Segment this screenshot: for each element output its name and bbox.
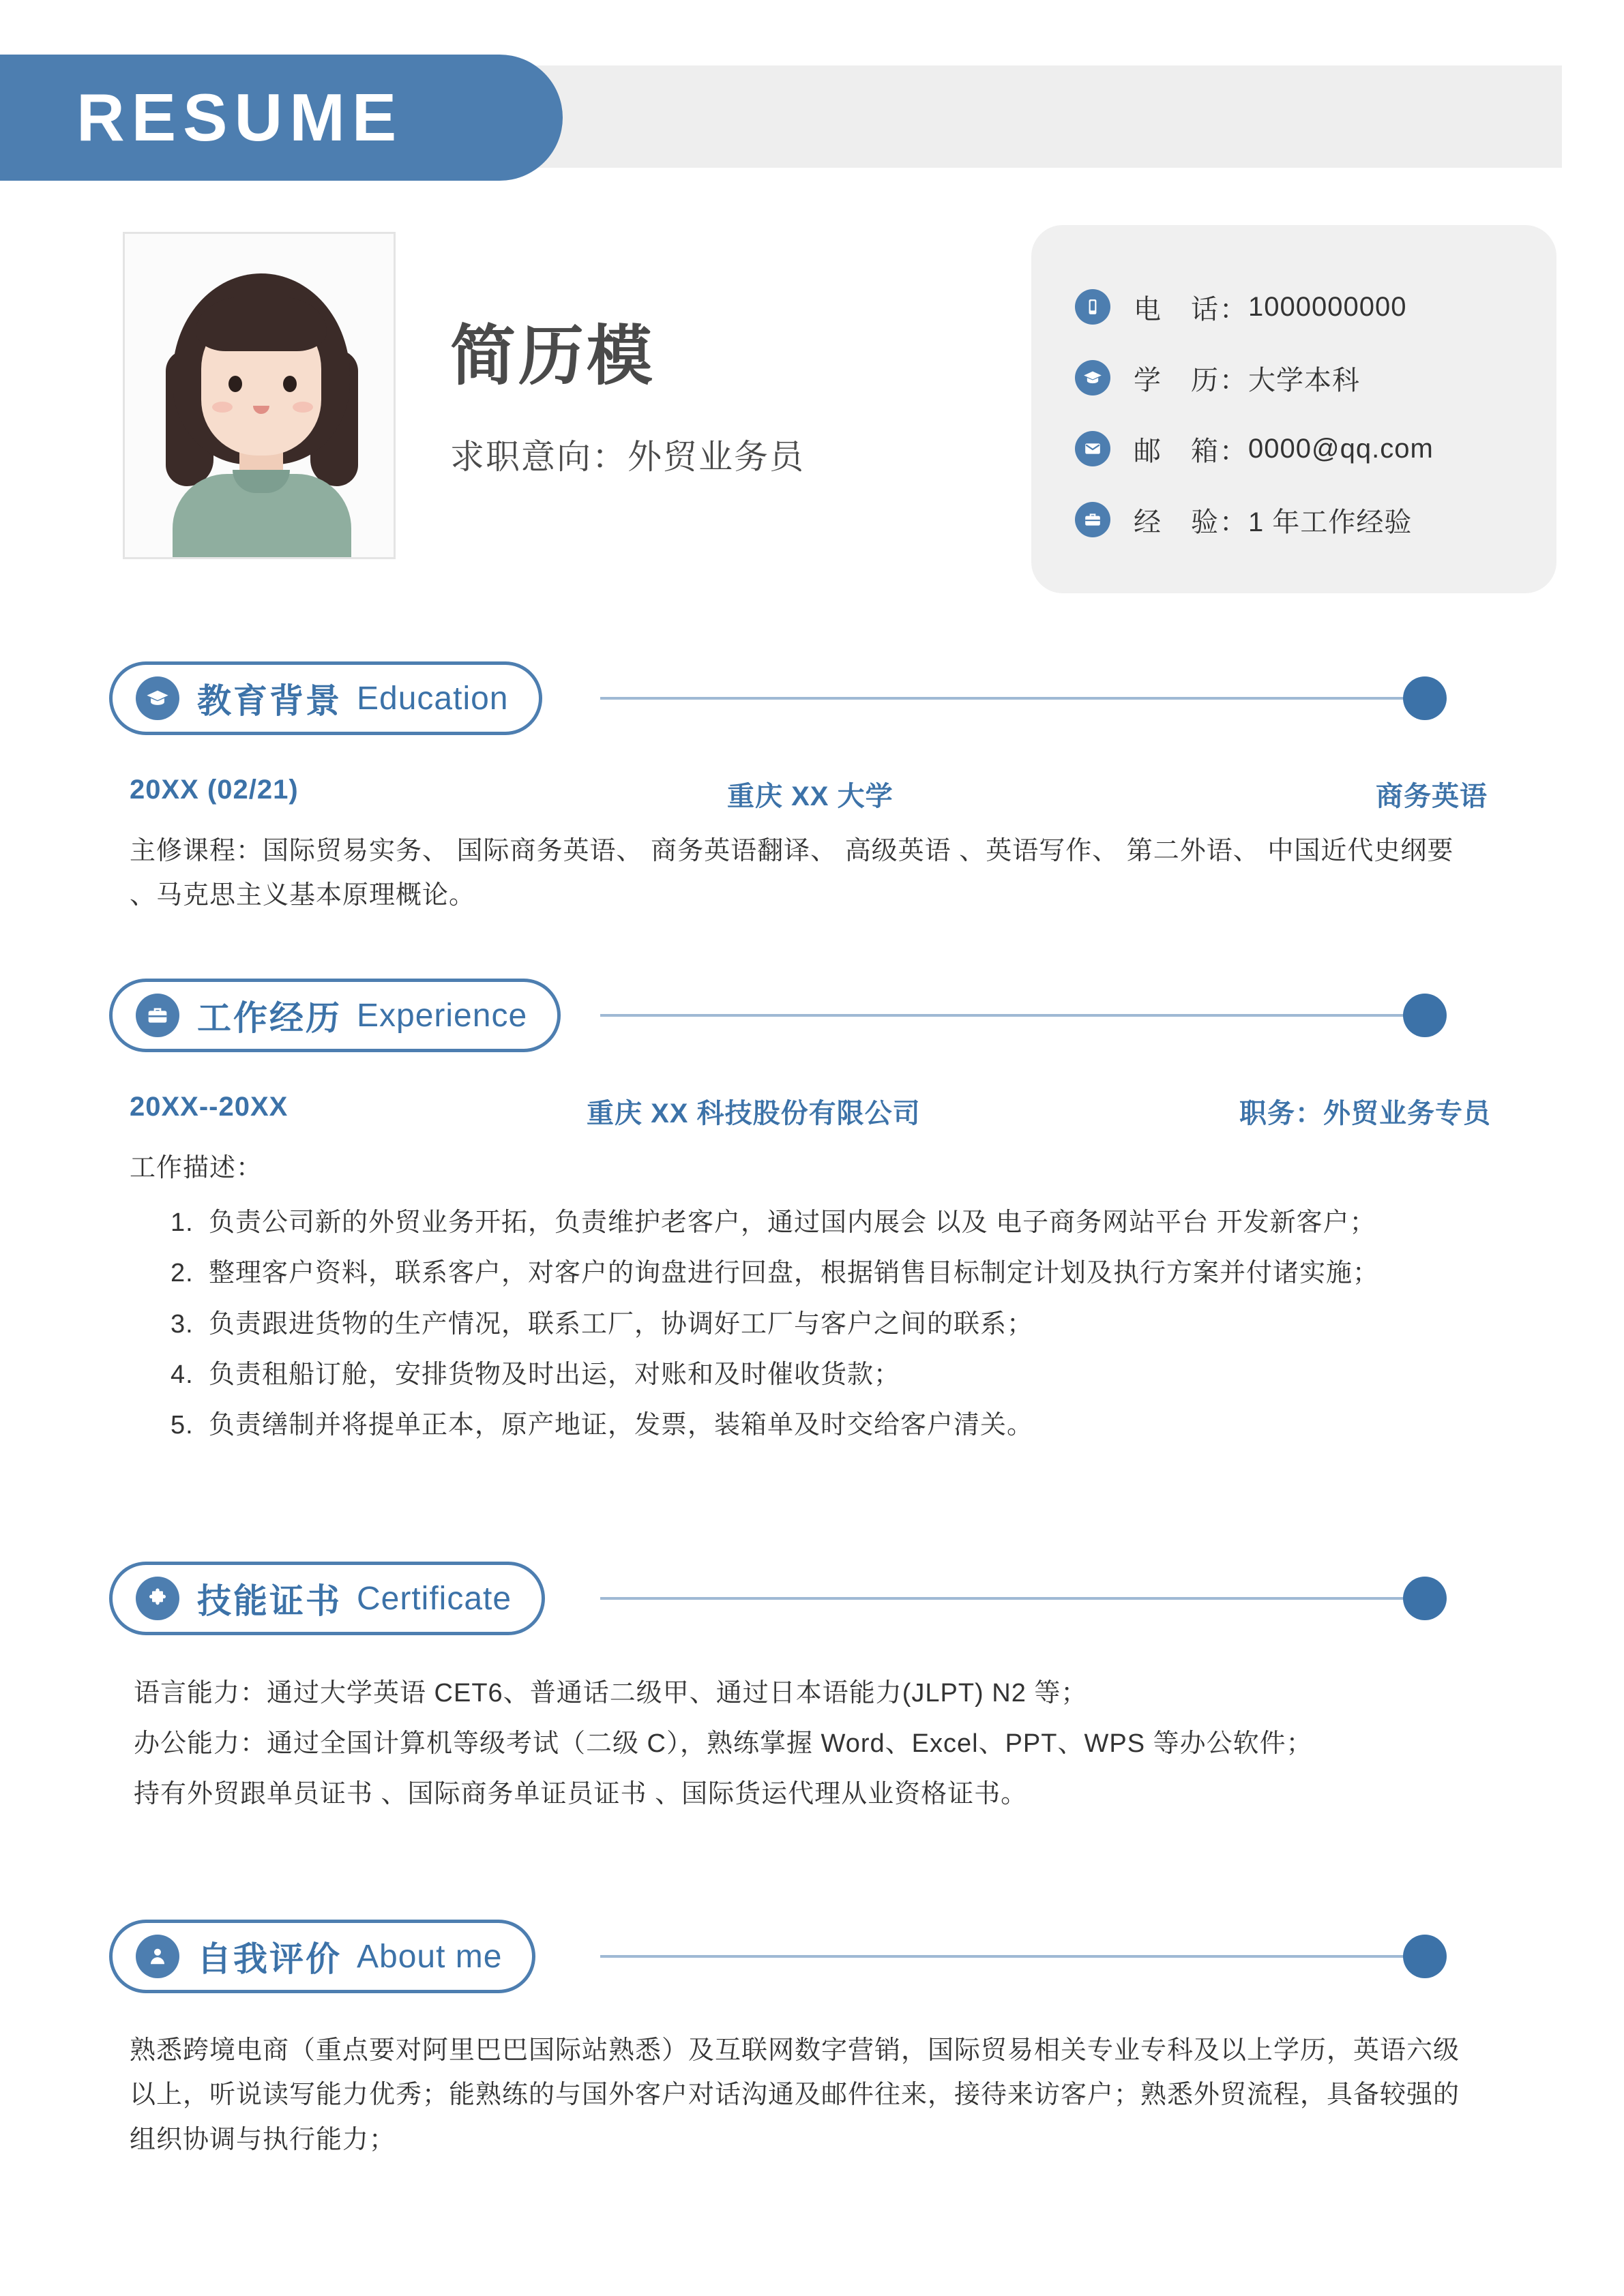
certificate-line: 语言能力：通过大学英语 CET6、普通话二级甲、通过日本语能力(JLPT) N2 等；	[134, 1679, 1088, 1708]
section-end-dot	[1403, 1577, 1447, 1620]
name-block	[450, 320, 805, 479]
section-label-en: Experience	[357, 997, 528, 1034]
section-divider	[600, 1955, 1426, 1958]
experience-position: 职务：外贸业务专员	[1239, 1099, 1491, 1129]
list-item: 4. 负责租船订舱，安排货物及时出运，对账和及时催收货款；	[171, 1360, 901, 1389]
section-label-cn: 教育背景	[197, 682, 342, 720]
contact-value-experience: 1 年工作经验	[1248, 507, 1413, 537]
briefcase-icon	[1075, 502, 1110, 537]
avatar	[123, 232, 396, 559]
section-label-en: Certificate	[357, 1580, 512, 1617]
experience-desc-list	[0, 1197, 1624, 1450]
education-icon	[1075, 360, 1110, 396]
contact-value-email: 0000@qq.com	[1248, 433, 1434, 464]
list-item: 2. 整理客户资料，联系客户，对客户的询盘进行回盘，根据销售目标制定计划及执行方案并付诸实施；	[171, 1259, 1380, 1288]
section-title-education	[109, 661, 542, 735]
person-icon	[136, 1935, 179, 1978]
section-certificate	[0, 1562, 1624, 1819]
briefcase-icon	[136, 994, 179, 1037]
email-icon	[1075, 431, 1110, 466]
graduation-cap-icon	[136, 676, 179, 720]
section-end-dot	[1403, 676, 1447, 720]
section-header-about	[0, 1920, 1624, 1993]
experience-meta	[0, 1092, 1624, 1129]
education-school: 重庆 XX 大学	[727, 781, 894, 811]
list-item: 3. 负责跟进货物的生产情况，联系工厂，协调好工厂与客户之间的联系；	[171, 1309, 1034, 1339]
section-header-certificate	[0, 1562, 1624, 1635]
section-divider	[600, 1014, 1426, 1017]
experience-desc-label: 工作描述：	[130, 1154, 263, 1182]
resume-title-pill	[0, 55, 563, 181]
avatar-illustration	[125, 234, 394, 557]
section-title-experience	[109, 979, 561, 1052]
certificate-lines	[0, 1668, 1624, 1819]
contact-row-phone	[1075, 271, 1556, 342]
experience-company: 重庆 XX 科技股份有限公司	[587, 1099, 921, 1129]
section-about	[0, 1920, 1624, 2162]
section-label-en: Education	[357, 680, 509, 717]
contact-card	[1031, 225, 1556, 593]
list-item: 1. 负责公司新的外贸业务开拓，负责维护老客户，通过国内展会 以及 电子商务网站平台 开发新客户；	[171, 1208, 1376, 1238]
contact-value-education: 大学本科	[1248, 365, 1360, 396]
list-item: 5. 负责缮制并将提单正本，原产地证，发票，装箱单及时交给客户清关。	[171, 1410, 1034, 1440]
section-experience	[0, 979, 1624, 1450]
contact-label-education: 学 历：	[1134, 365, 1248, 396]
phone-icon	[1075, 289, 1110, 325]
education-meta	[0, 775, 1624, 811]
contact-label-experience: 经 验：	[1134, 507, 1248, 537]
contact-value-phone: 1000000000	[1248, 291, 1407, 322]
contact-row-experience	[1075, 484, 1556, 555]
section-title-certificate	[109, 1562, 545, 1635]
education-date: 20XX (02/21)	[130, 775, 299, 805]
page-title: RESUME	[76, 80, 404, 155]
education-courses: 主修课程：国际贸易实务、 国际商务英语、 商务英语翻译、 高级英语 、英语写作、 第二外语、 中国近代史纲要 、马克思主义基本原理概论。	[130, 837, 1454, 910]
contact-row-email	[1075, 413, 1556, 484]
list-item-text: 整理客户资料，联系客户，对客户的询盘进行回盘，根据销售目标制定计划及执行方案并付诸实施；	[209, 1259, 1380, 1288]
about-text: 熟悉跨境电商（重点要对阿里巴巴国际站熟悉）及互联网数字营销，国际贸易相关专业专科及以上学历，英语六级以上，听说读写能力优秀；能熟练的与国外客户对话沟通及邮件往来，接待来访客户；熟悉外贸流程，具备较强的组织协调与执行能力；	[130, 2036, 1460, 2154]
section-label-cn: 技能证书	[197, 1582, 342, 1620]
list-item-text: 负责缮制并将提单正本，原产地证，发票，装箱单及时交给客户清关。	[209, 1410, 1034, 1440]
candidate-name: 简历模	[450, 320, 655, 393]
contact-label-phone: 电 话：	[1134, 294, 1248, 325]
contact-label-email: 邮 箱：	[1134, 436, 1248, 466]
list-item-text: 负责跟进货物的生产情况，联系工厂，协调好工厂与客户之间的联系；	[209, 1309, 1034, 1339]
education-major: 商务英语	[1376, 781, 1488, 811]
section-end-dot	[1403, 1935, 1447, 1978]
certificate-line: 持有外贸跟单员证书 、国际商务单证员证书 、国际货运代理从业资格证书。	[134, 1780, 1028, 1809]
section-divider	[600, 697, 1426, 700]
contact-row-education	[1075, 342, 1556, 413]
section-header-education	[0, 661, 1624, 735]
certificate-line: 办公能力：通过全国计算机等级考试（二级 C），熟练掌握 Word、Excel、PPT、WPS 等办公软件；	[134, 1729, 1313, 1759]
section-label-cn: 工作经历	[197, 999, 342, 1037]
experience-date: 20XX--20XX	[130, 1092, 289, 1122]
section-title-about	[109, 1920, 535, 1993]
section-label-cn: 自我评价	[197, 1940, 342, 1978]
section-header-experience	[0, 979, 1624, 1052]
list-item-text: 负责租船订舱，安排货物及时出运，对账和及时催收货款；	[209, 1360, 901, 1389]
job-objective: 求职意向：外贸业务员	[450, 437, 805, 476]
section-education	[0, 661, 1624, 919]
section-label-en: About me	[357, 1938, 503, 1975]
section-end-dot	[1403, 994, 1447, 1037]
puzzle-icon	[136, 1577, 179, 1620]
section-divider	[600, 1597, 1426, 1600]
list-item-text: 负责公司新的外贸业务开拓，负责维护老客户，通过国内展会 以及 电子商务网站平台 开发新客户；	[209, 1208, 1376, 1238]
